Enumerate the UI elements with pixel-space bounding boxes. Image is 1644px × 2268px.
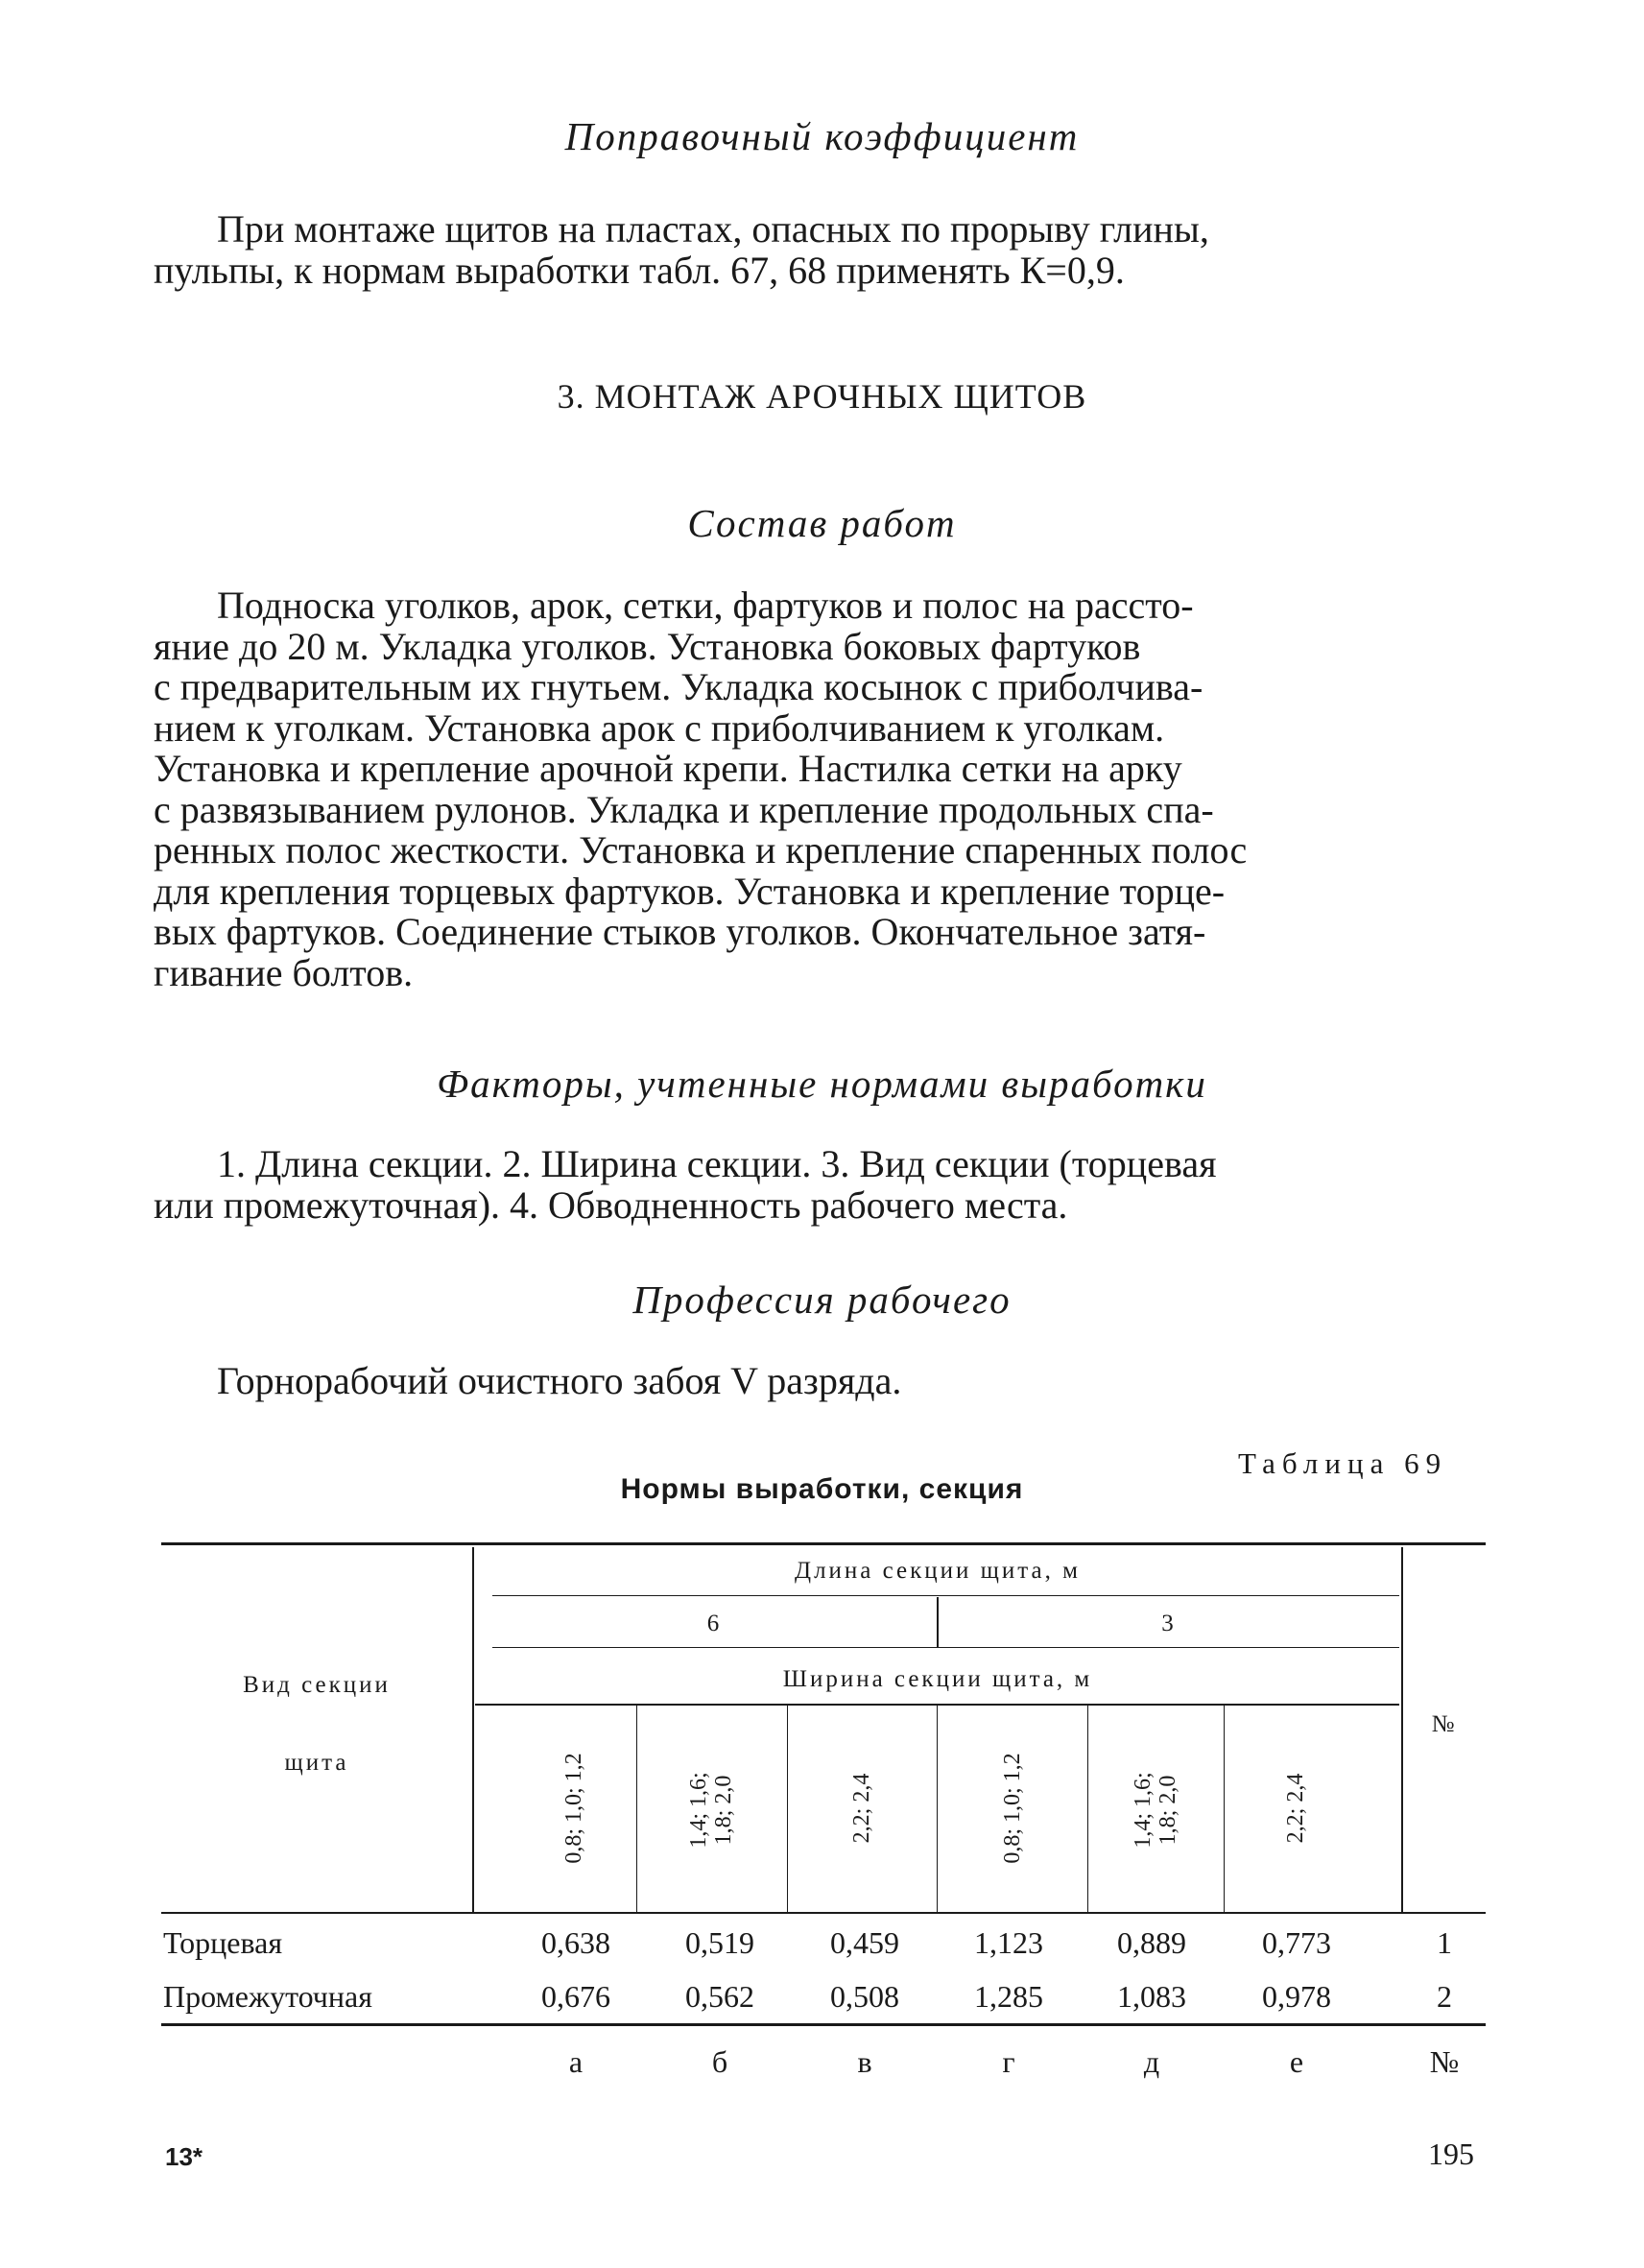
header-bottom-rule [161, 1912, 1486, 1914]
paragraph-line: ренных полос жесткости. Установка и крепление спаренных полос [154, 828, 1248, 871]
table-cell: 0,773 [1262, 1925, 1331, 1960]
width-header: Ширина секции щита, м [782, 1666, 1093, 1692]
width-col-divider [1224, 1706, 1225, 1912]
paragraph-line: При монтаже щитов на пластах, опасных по прорыву глины, [217, 207, 1209, 251]
length-header-rule [492, 1595, 1399, 1596]
width-col-label-e: 1,4; 1,6; 1,8; 2,0 [1131, 1772, 1180, 1849]
column-letter-number: № [1429, 2044, 1460, 2079]
paragraph-line: с предварительным их гнутьем. Укладка косынок с приболчива- [154, 665, 1203, 708]
column-letter: г [1002, 2044, 1015, 2079]
width-col-label-b: 1,4; 1,6; 1,8; 2,0 [686, 1772, 736, 1849]
paragraph-line: вых фартуков. Соединение стыков уголков. Окончательное затя- [154, 910, 1206, 953]
section-title: 3. МОНТАЖ АРОЧНЫХ ЩИТОВ [557, 377, 1087, 416]
table-title: Нормы выработки, секция [620, 1473, 1024, 1505]
length-3: 3 [1161, 1611, 1177, 1636]
table-row-label: Промежуточная [163, 1979, 372, 2014]
table-cell: 0,676 [541, 1979, 610, 2014]
column-letter: в [857, 2044, 872, 2079]
table-cell: 1,083 [1117, 1979, 1186, 2014]
table-row-number: 1 [1437, 1925, 1452, 1960]
column-letter: е [1289, 2044, 1304, 2079]
profession-text: Горнорабочий очистного забоя V разряда. [217, 1359, 902, 1402]
paragraph-line: яние до 20 м. Укладка уголков. Установка боковых фартуков [154, 624, 1141, 668]
signature-mark: 13* [165, 2142, 203, 2171]
column-letter: д [1143, 2044, 1160, 2079]
paragraph-line: Установка и крепление арочной крепи. Настилка сетки на арку [154, 747, 1182, 790]
width-col-label-d: 0,8; 1,0; 1,2 [1000, 1753, 1025, 1864]
width-col-divider [937, 1706, 938, 1912]
table-bottom-rule [161, 2023, 1486, 2026]
table-cell: 0,508 [830, 1979, 899, 2014]
table-cell: 0,638 [541, 1925, 610, 1960]
row-header-line2: щита [284, 1750, 349, 1776]
table-cell: 0,562 [685, 1979, 754, 2014]
number-header: № [1431, 1711, 1458, 1737]
table-top-rule [161, 1542, 1486, 1545]
paragraph-correction [154, 209, 1483, 291]
heading-composition: Состав работ [687, 501, 957, 545]
table-cell: 1,285 [974, 1979, 1043, 2014]
page-number: 195 [1428, 2137, 1474, 2171]
table-label: Таблица 69 [1238, 1446, 1448, 1480]
paragraph-line: Подноска уголков, арок, сетки, фартуков и полос на рассто- [217, 584, 1194, 627]
table-row-number: 2 [1437, 1979, 1452, 2014]
paragraph-line: с развязыванием рулонов. Укладка и крепление продольных спа- [154, 787, 1214, 831]
table-cell: 1,123 [974, 1925, 1043, 1960]
width-col-label-c: 2,2; 2,4 [849, 1773, 874, 1844]
column-letter: а [568, 2044, 584, 2079]
width-col-divider [636, 1706, 637, 1912]
paragraph-line: для крепления торцевых фартуков. Установка и крепление торце- [154, 869, 1226, 913]
paragraph-factors [154, 1144, 1483, 1226]
table-cell: 0,889 [1117, 1925, 1186, 1960]
length-6: 6 [706, 1611, 723, 1636]
heading-factors: Факторы, учтенные нормами выработки [437, 1062, 1207, 1106]
paragraph-line: или промежуточная). 4. Обводненность рабочего места. [154, 1182, 1068, 1227]
table-cell: 0,978 [1262, 1979, 1331, 2014]
row-header-divider [472, 1547, 474, 1912]
table-cell: 0,459 [830, 1925, 899, 1960]
paragraph-line: гивание болтов. [154, 950, 414, 994]
width-col-label-a: 0,8; 1,0; 1,2 [561, 1753, 586, 1864]
paragraph-line: нием к уголкам. Установка арок с приболчиванием к уголкам. [154, 705, 1165, 750]
width-col-label-f: 2,2; 2,4 [1283, 1773, 1308, 1844]
table-cell: 0,519 [685, 1925, 754, 1960]
heading-correction: Поправочный коэффициент [564, 114, 1080, 158]
width-col-divider [787, 1706, 788, 1912]
heading-profession: Профессия рабочего [632, 1277, 1012, 1322]
paragraph-composition [154, 585, 1483, 993]
paragraph-line: 1. Длина секции. 2. Ширина секции. 3. Вид секции (торцевая [217, 1142, 1217, 1185]
length-values-rule [492, 1647, 1399, 1648]
length-header: Длина секции щита, м [795, 1558, 1081, 1584]
column-letter: б [711, 2044, 728, 2079]
paragraph-line: пульпы, к нормам выработки табл. 67, 68 применять К=0,9. [154, 248, 1125, 292]
row-header-line1: Вид секции [243, 1672, 391, 1698]
table-row-label: Торцевая [163, 1925, 283, 1960]
width-col-divider [1087, 1706, 1088, 1912]
